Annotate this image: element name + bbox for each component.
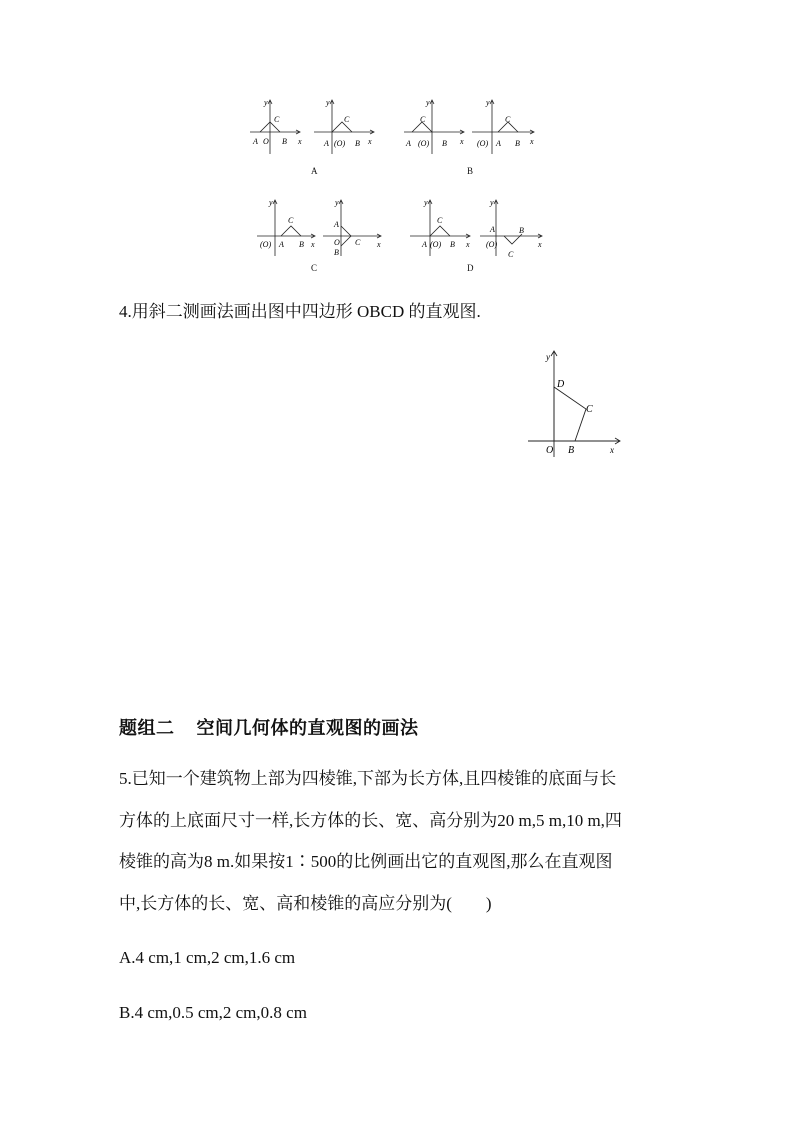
point-c-label: C [437,216,443,225]
option-c-label: C [311,263,318,273]
point-o-label: (O) [418,139,430,148]
point-o-label: (O) [477,139,489,148]
option-b-text: B.4 cm,0.5 cm,2 cm,0.8 cm [119,1003,307,1022]
point-d-label: D [557,379,565,390]
point-o-label: (O) [334,139,346,148]
point-b-label: B [519,226,524,235]
point-c-label: C [508,250,514,259]
axis-y-label: y [486,98,490,107]
point-c-label: C [344,115,350,124]
axis-y-label: y [424,198,428,207]
point-c-label: C [274,115,280,124]
point-b-label: B [442,139,447,148]
point-b-label: B [450,240,455,249]
point-o-label: O [334,238,340,247]
point-b-label: B [515,139,520,148]
point-c-label: C [288,216,294,225]
point-c-label: C [420,115,426,124]
point-c-label: C [355,238,361,247]
point-b-label: B [282,137,287,146]
axis-x-label: x [460,137,464,146]
question-5-line-3: 棱锥的高为8 m.如果按1∶500的比例画出它的直观图,那么在直观图 [119,852,613,871]
point-b-label: B [568,445,575,456]
point-c-label: C [505,115,511,124]
point-o-label: O [263,137,269,146]
point-o-label: (O) [260,240,272,249]
option-a-label: A [311,166,318,176]
option-a-text: A.4 cm,1 cm,2 cm,1.6 cm [119,948,296,967]
axis-y-label: y [326,98,330,107]
option-a-figure [248,94,383,159]
point-a-label: A [279,240,284,249]
question-5-line-4: 中,长方体的长、宽、高和棱锥的高应分别为( ) [119,894,492,913]
point-a-label: A [334,220,339,229]
point-a-label: A [406,139,411,148]
axis-x-label: x [377,240,381,249]
option-b-figure [402,94,542,159]
axis-y-label: y [335,198,339,207]
point-o-label: (O) [486,240,498,249]
axis-x-label: x [466,240,470,249]
option-b-label: B [467,166,474,176]
axis-x-label: x [368,137,372,146]
point-a-label: A [324,139,329,148]
question-4-text: 4.用斜二测画法画出图中四边形 OBCD 的直观图. [119,302,481,321]
point-a-label: A [422,240,427,249]
point-a-label: A [490,225,495,234]
section-heading-title: 空间几何体的直观图的画法 [196,718,419,739]
point-b-label: B [355,139,360,148]
axis-y-label: y [269,198,273,207]
quadrilateral-obcd-figure [520,345,630,460]
axis-y-label: y [426,98,430,107]
point-o-label: O [546,445,554,456]
axis-y-label: y [264,98,268,107]
point-c-label: C [586,404,593,415]
point-a-label: A [496,139,501,148]
section-heading-group: 题组二 [119,718,175,739]
point-b-label: B [299,240,304,249]
point-a-label: A [253,137,258,146]
point-o-label: (O) [430,240,442,249]
section-heading [119,714,419,740]
axis-x-label: x [530,137,534,146]
point-b-label: B [334,248,339,257]
axis-x-label: x [538,240,542,249]
axis-y-label: y [546,352,550,362]
question-5-line-1: 5.已知一个建筑物上部为四棱锥,下部为长方体,且四棱锥的底面与长 [119,769,617,788]
option-d-figure [408,194,548,264]
axis-x-label: x [311,240,315,249]
axis-y-label: y [490,198,494,207]
option-d-label: D [467,263,474,273]
axis-x-label: x [610,445,614,455]
axis-x-label: x [298,137,302,146]
option-c-figure [255,194,385,259]
question-5-line-2: 方体的上底面尺寸一样,长方体的长、宽、高分别为20 m,5 m,10 m,四 [119,811,622,830]
